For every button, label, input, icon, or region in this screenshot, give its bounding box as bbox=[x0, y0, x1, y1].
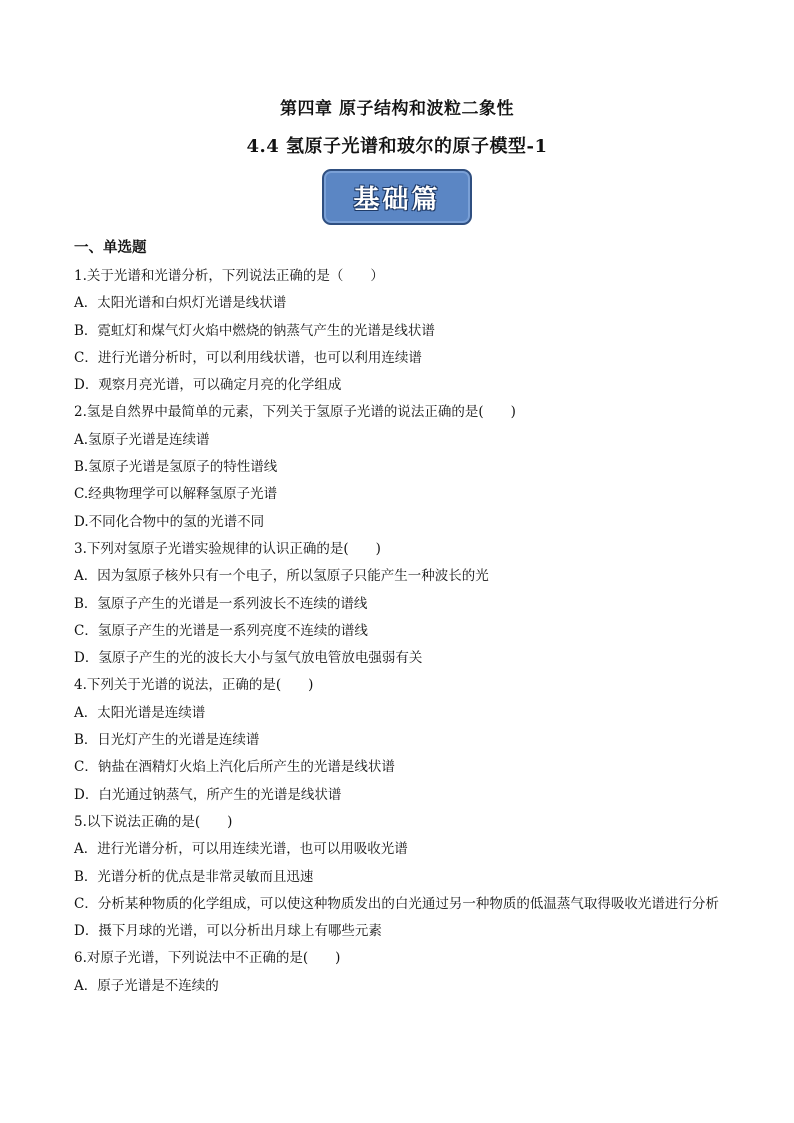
option-a: A．太阳光谱是连续谱 bbox=[74, 704, 206, 721]
option-a: A．原子光谱是不连续的 bbox=[74, 977, 219, 994]
question-stem: 6.对原子光谱，下列说法中不正确的是( ) bbox=[74, 950, 341, 967]
lesson-title: 4.4 氢原子光谱和玻尔的原子模型-1 bbox=[246, 136, 548, 157]
option-c: C．钠盐在酒精灯火焰上汽化后所产生的光谱是线状谱 bbox=[74, 759, 395, 776]
option-a: A．因为氢原子核外只有一个电子，所以氢原子只能产生一种波长的光 bbox=[74, 568, 489, 585]
option-d: D．白光通过钠蒸气，所产生的光谱是线状谱 bbox=[74, 786, 342, 803]
option-d: D．摄下月球的光谱，可以分析出月球上有哪些元素 bbox=[74, 923, 382, 940]
option-b: B．霓虹灯和煤气灯火焰中燃烧的钠蒸气产生的光谱是线状谱 bbox=[74, 322, 435, 339]
option-d: D．氢原子产生的光的波长大小与氢气放电管放电强弱有关 bbox=[74, 650, 423, 667]
option-d: D．观察月亮光谱，可以确定月亮的化学组成 bbox=[74, 377, 342, 394]
question-2 bbox=[74, 399, 726, 535]
question-stem: 4.下列关于光谱的说法，正确的是( ) bbox=[74, 677, 314, 694]
question-stem: 5.以下说法正确的是( ) bbox=[74, 813, 233, 830]
question-1 bbox=[74, 263, 726, 399]
option-c: C．进行光谱分析时，可以利用线状谱，也可以利用连续谱 bbox=[74, 349, 422, 366]
question-stem: 2.氢是自然界中最简单的元素，下列关于氢原子光谱的说法正确的是( ) bbox=[74, 404, 516, 421]
option-b: B.氢原子光谱是氢原子的特性谱线 bbox=[74, 459, 278, 476]
option-c: C.经典物理学可以解释氢原子光谱 bbox=[74, 486, 278, 503]
option-c: C．氢原子产生的光谱是一系列亮度不连续的谱线 bbox=[74, 622, 368, 639]
chapter-title: 第四章 原子结构和波粒二象性 bbox=[280, 99, 514, 119]
question-4 bbox=[74, 672, 726, 808]
question-5 bbox=[74, 809, 726, 945]
option-b: B．光谱分析的优点是非常灵敏而且迅速 bbox=[74, 868, 314, 885]
option-a: A．进行光谱分析，可以用连续光谱，也可以用吸收光谱 bbox=[74, 841, 408, 858]
option-c: C．分析某种物质的化学组成，可以使这种物质发出的白光通过另一种物质的低温蒸气取得吸收光谱进行分析 bbox=[74, 895, 719, 912]
question-6 bbox=[74, 945, 726, 1000]
question-3 bbox=[74, 536, 726, 672]
question-stem: 1.关于光谱和光谱分析，下列说法正确的是（ ） bbox=[74, 268, 384, 284]
option-a: A.氢原子光谱是连续谱 bbox=[74, 431, 210, 448]
option-b: B．日光灯产生的光谱是连续谱 bbox=[74, 732, 260, 749]
section-heading: 一、单选题 bbox=[74, 239, 147, 256]
option-b: B．氢原子产生的光谱是一系列波长不连续的谱线 bbox=[74, 595, 368, 612]
level-badge: 基础篇 bbox=[322, 169, 472, 225]
option-a: A．太阳光谱和白炽灯光谱是线状谱 bbox=[74, 295, 287, 312]
question-stem: 3.下列对氢原子光谱实验规律的认识正确的是( ) bbox=[74, 540, 381, 557]
option-d: D.不同化合物中的氢的光谱不同 bbox=[74, 513, 265, 530]
question-content bbox=[74, 236, 726, 1000]
